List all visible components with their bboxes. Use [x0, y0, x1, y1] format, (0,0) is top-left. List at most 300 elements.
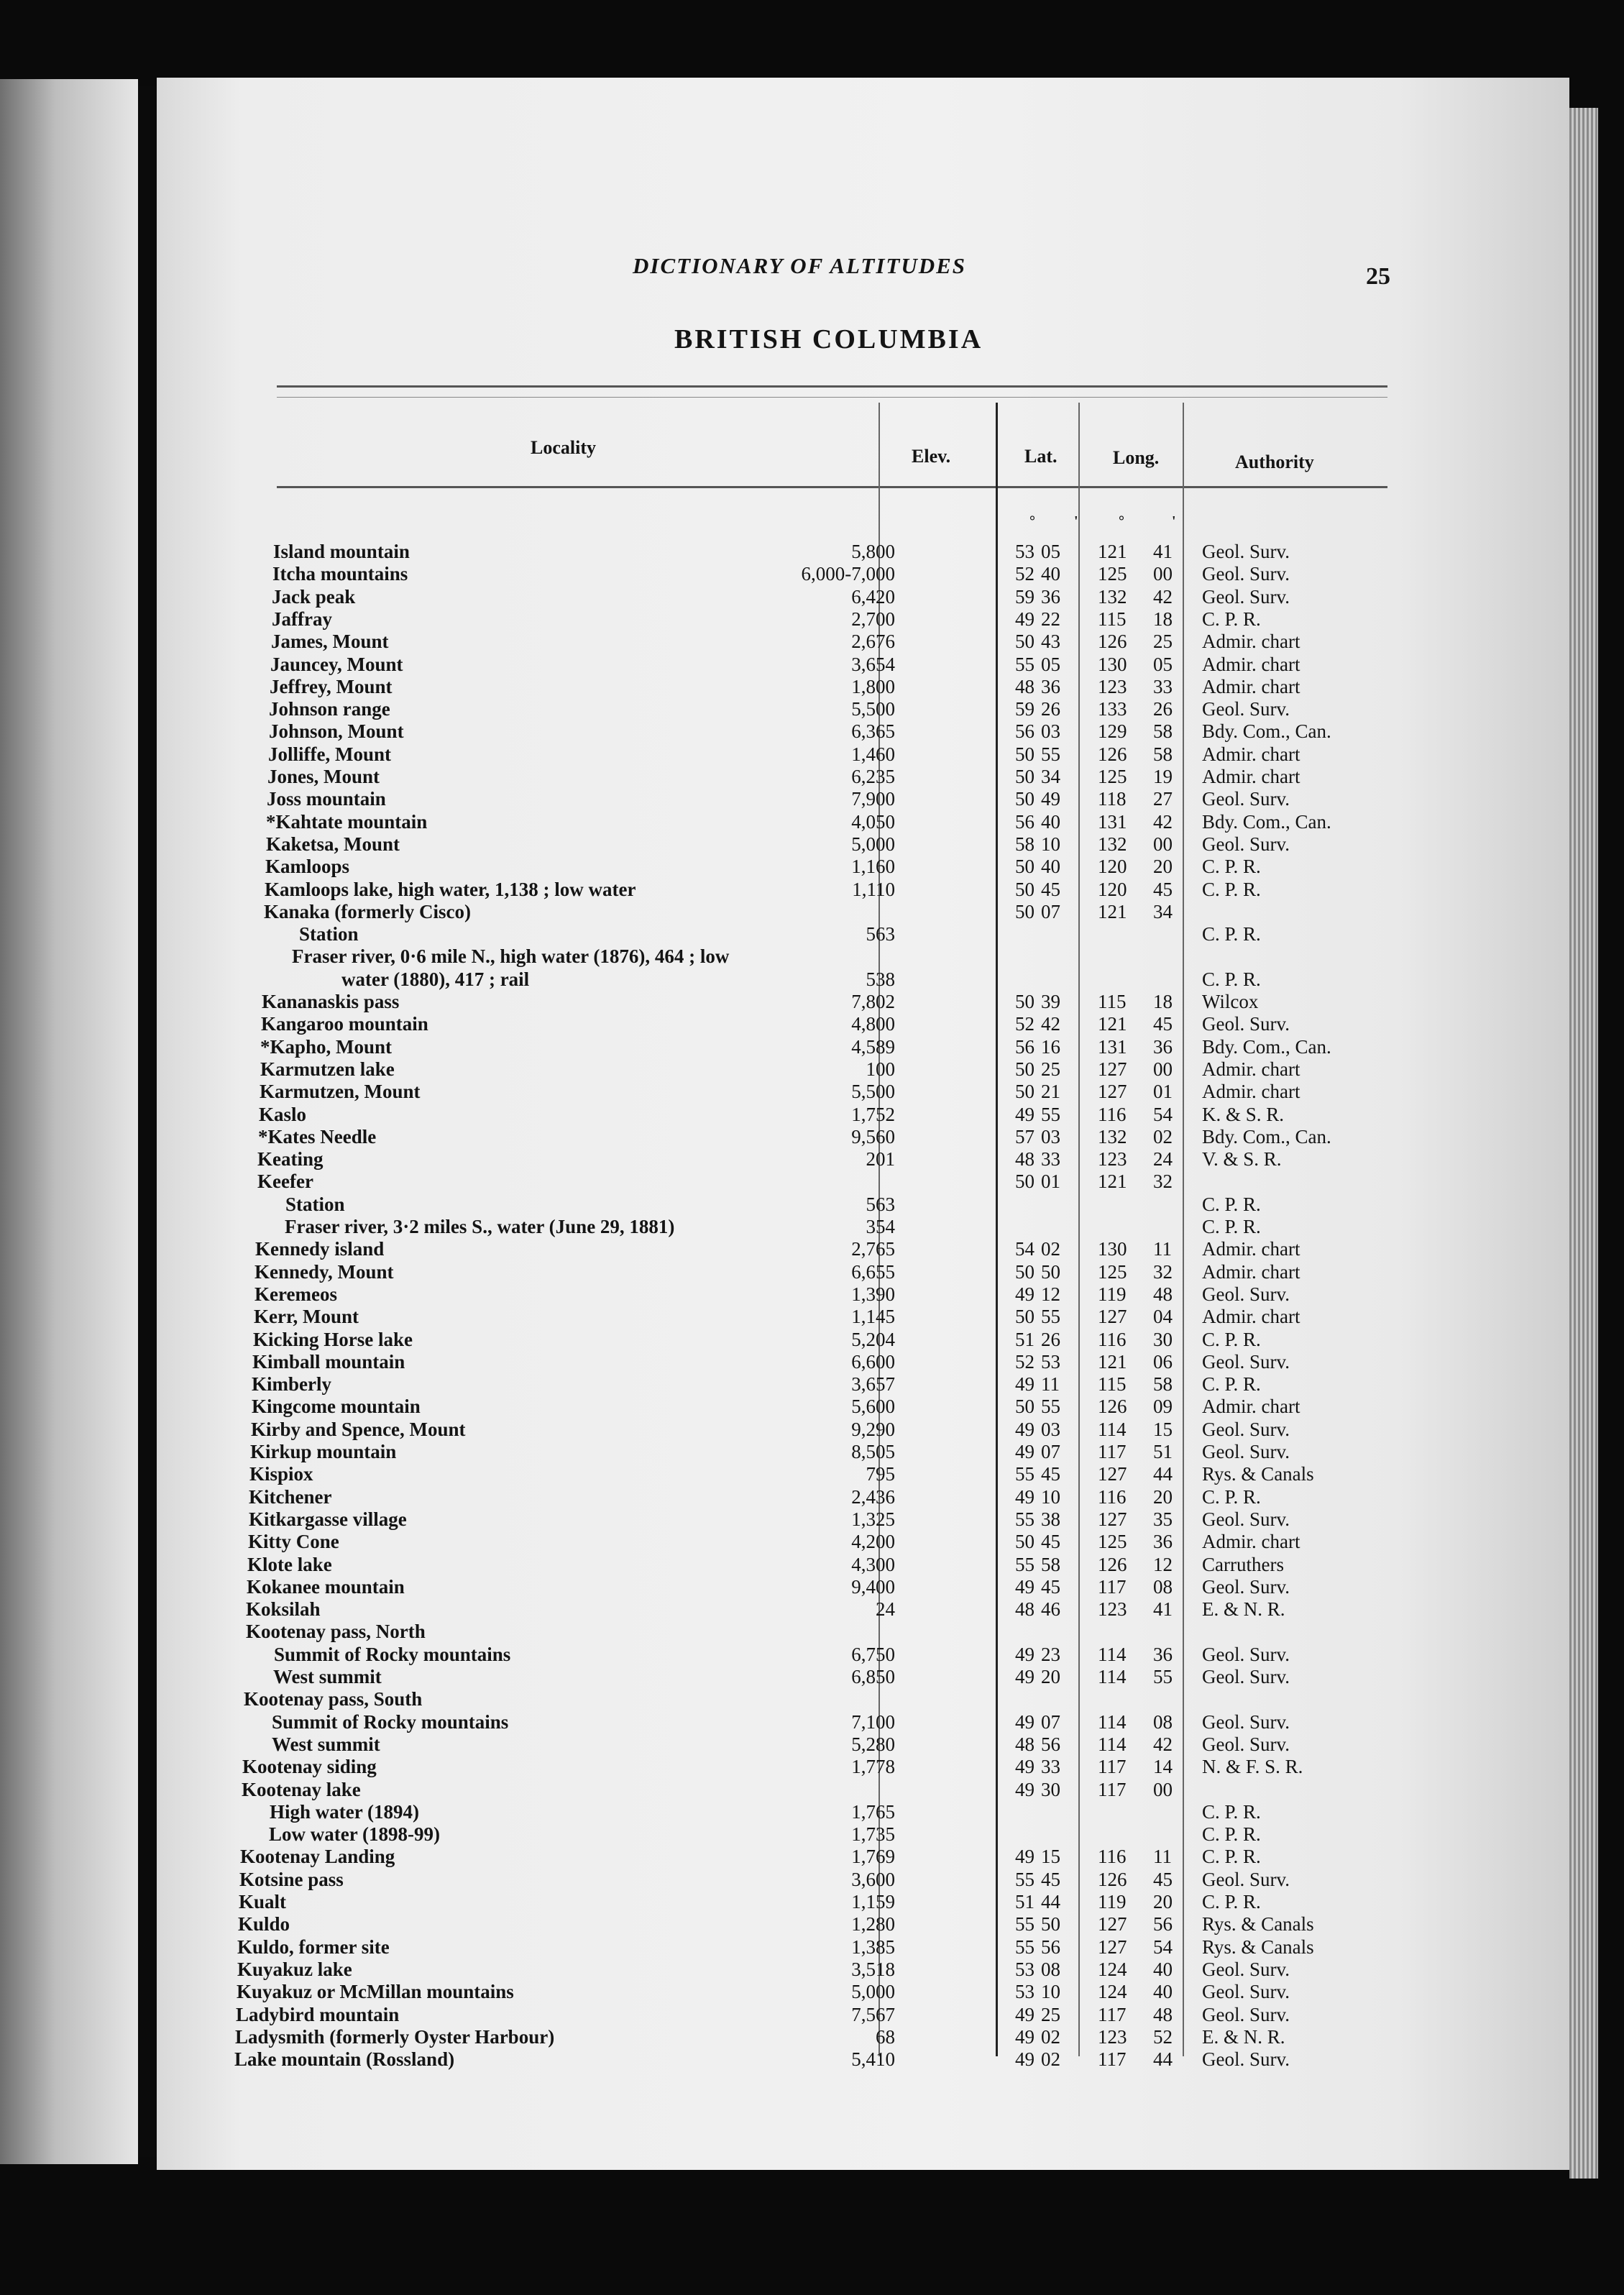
- latitude-degrees-cell: 53: [1015, 1981, 1035, 2003]
- authority-cell: Geol. Surv.: [1202, 788, 1290, 810]
- longitude-minutes-cell: 52: [1153, 2025, 1173, 2048]
- latitude-minutes-cell: 39: [1041, 991, 1060, 1012]
- table-row: [0, 1959, 1624, 1980]
- elevation-cell: 538: [866, 968, 895, 990]
- authority-cell: C. P. R.: [1202, 1485, 1261, 1508]
- locality-cell: West summit: [273, 1666, 382, 1687]
- table-row: [0, 2048, 1624, 2070]
- table-row: [0, 1194, 1624, 1215]
- table-row: [0, 1531, 1624, 1552]
- elevation-cell: 7,900: [851, 788, 895, 810]
- longitude-degrees-cell: 126: [1098, 743, 1127, 765]
- authority-cell: Rys. & Canals: [1202, 1936, 1314, 1958]
- latitude-degrees-cell: 50: [1015, 743, 1035, 765]
- latitude-minutes-cell: 10: [1041, 833, 1060, 855]
- authority-cell: E. & N. R.: [1202, 2025, 1285, 2048]
- latitude-minutes-cell: 50: [1041, 1913, 1060, 1936]
- table-row: [0, 1036, 1624, 1058]
- elevation-cell: 5,500: [851, 1081, 895, 1103]
- latitude-minutes-cell: 11: [1041, 1373, 1060, 1396]
- elevation-cell: 2,436: [851, 1485, 895, 1508]
- latitude-degrees-cell: 50: [1015, 788, 1035, 810]
- authority-cell: Geol. Surv.: [1202, 1418, 1290, 1440]
- longitude-degrees-cell: 121: [1098, 541, 1127, 562]
- longitude-minutes-cell: 58: [1153, 743, 1173, 765]
- table-row: [0, 1148, 1624, 1170]
- elevation-cell: 24: [876, 1598, 895, 1621]
- latitude-degrees-cell: 55: [1015, 1913, 1035, 1936]
- longitude-degrees-cell: 125: [1098, 1531, 1127, 1553]
- table-row: [0, 1981, 1624, 2002]
- longitude-minutes-cell: 09: [1153, 1396, 1173, 1418]
- locality-cell: Jones, Mount: [267, 766, 380, 787]
- elevation-cell: 1,735: [851, 1823, 895, 1846]
- elevation-cell: 1,160: [851, 856, 895, 878]
- locality-cell: Low water (1898-99): [269, 1823, 440, 1846]
- longitude-degrees-cell: 124: [1098, 1958, 1127, 1980]
- authority-cell: Bdy. Com., Can.: [1202, 1125, 1331, 1148]
- table-row: [0, 563, 1624, 585]
- locality-cell: Kokanee mountain: [247, 1575, 405, 1598]
- header-rule: [277, 486, 1387, 488]
- authority-cell: Geol. Surv.: [1202, 1575, 1290, 1598]
- longitude-degrees-cell: 116: [1098, 1328, 1127, 1350]
- longitude-minutes-cell: 01: [1153, 1081, 1173, 1103]
- latitude-degrees-cell: 52: [1015, 1013, 1035, 1035]
- locality-cell: Jolliffe, Mount: [268, 743, 391, 765]
- latitude-degrees-cell: 50: [1015, 856, 1035, 878]
- longitude-degrees-cell: 127: [1098, 1081, 1127, 1103]
- locality-cell: Kitkargasse village: [249, 1508, 407, 1530]
- table-row: [0, 1644, 1624, 1665]
- longitude-degrees-cell: 115: [1098, 1373, 1127, 1396]
- longitude-degrees-cell: 117: [1098, 1756, 1127, 1778]
- table-row: [0, 2004, 1624, 2025]
- table-row: [0, 1936, 1624, 1958]
- latitude-minutes-cell: 40: [1041, 563, 1060, 585]
- longitude-minutes-cell: 14: [1153, 1756, 1173, 1778]
- authority-cell: Geol. Surv.: [1202, 585, 1290, 608]
- latitude-minutes-cell: 45: [1041, 1868, 1060, 1890]
- authority-cell: C. P. R.: [1202, 968, 1261, 990]
- lat-degree-mark: °: [1029, 513, 1035, 529]
- table-row: [0, 1598, 1624, 1620]
- table-row: [0, 1801, 1624, 1823]
- longitude-minutes-cell: 42: [1153, 585, 1173, 608]
- locality-cell: Karmutzen lake: [260, 1058, 395, 1080]
- locality-cell: Kuldo, former site: [237, 1936, 390, 1958]
- longitude-degrees-cell: 125: [1098, 1260, 1127, 1283]
- longitude-minutes-cell: 26: [1153, 698, 1173, 720]
- authority-cell: Geol. Surv.: [1202, 1283, 1290, 1305]
- elevation-cell: 2,676: [851, 631, 895, 653]
- table-row: [0, 1396, 1624, 1417]
- longitude-minutes-cell: 58: [1153, 720, 1173, 743]
- longitude-minutes-cell: 42: [1153, 1733, 1173, 1755]
- elevation-cell: 1,159: [851, 1891, 895, 1912]
- locality-cell: water (1880), 417 ; rail: [341, 968, 530, 990]
- longitude-degrees-cell: 119: [1098, 1891, 1127, 1912]
- locality-cell: Fraser river, 0·6 mile N., high water (1876), 464 ; low: [292, 945, 730, 968]
- elevation-cell: 1,752: [851, 1103, 895, 1125]
- elevation-cell: 1,385: [851, 1936, 895, 1958]
- longitude-degrees-cell: 121: [1098, 1171, 1127, 1193]
- table-row: [0, 1171, 1624, 1192]
- longitude-minutes-cell: 19: [1153, 766, 1173, 787]
- authority-cell: Admir. chart: [1202, 1306, 1300, 1328]
- longitude-minutes-cell: 00: [1153, 1058, 1173, 1080]
- longitude-minutes-cell: 34: [1153, 900, 1173, 922]
- elevation-cell: 6,600: [851, 1350, 895, 1373]
- table-row: [0, 720, 1624, 742]
- authority-cell: Geol. Surv.: [1202, 2048, 1290, 2071]
- longitude-degrees-cell: 117: [1098, 2003, 1127, 2025]
- longitude-degrees-cell: 130: [1098, 653, 1127, 675]
- latitude-degrees-cell: 49: [1015, 608, 1035, 630]
- longitude-degrees-cell: 127: [1098, 1306, 1127, 1328]
- elevation-cell: 5,600: [851, 1396, 895, 1418]
- longitude-degrees-cell: 126: [1098, 1868, 1127, 1890]
- latitude-degrees-cell: 51: [1015, 1891, 1035, 1912]
- authority-cell: C. P. R.: [1202, 608, 1261, 630]
- latitude-degrees-cell: 49: [1015, 1418, 1035, 1440]
- longitude-minutes-cell: 40: [1153, 1958, 1173, 1980]
- latitude-degrees-cell: 49: [1015, 1103, 1035, 1125]
- table-row: [0, 1104, 1624, 1125]
- table-row: [0, 766, 1624, 787]
- locality-cell: High water (1894): [270, 1800, 419, 1823]
- latitude-degrees-cell: 49: [1015, 1666, 1035, 1687]
- longitude-minutes-cell: 32: [1153, 1260, 1173, 1283]
- longitude-minutes-cell: 20: [1153, 856, 1173, 878]
- latitude-degrees-cell: 49: [1015, 1485, 1035, 1508]
- latitude-degrees-cell: 50: [1015, 1531, 1035, 1553]
- locality-cell: Kingcome mountain: [252, 1396, 421, 1418]
- table-row: [0, 1891, 1624, 1912]
- longitude-minutes-cell: 32: [1153, 1171, 1173, 1193]
- latitude-minutes-cell: 49: [1041, 788, 1060, 810]
- longitude-minutes-cell: 11: [1153, 1238, 1172, 1260]
- elevation-cell: 1,778: [851, 1756, 895, 1778]
- locality-cell: *Kates Needle: [258, 1125, 377, 1148]
- column-header-authority: Authority: [1235, 452, 1314, 472]
- latitude-degrees-cell: 48: [1015, 675, 1035, 697]
- latitude-minutes-cell: 03: [1041, 1125, 1060, 1148]
- authority-cell: Geol. Surv.: [1202, 1733, 1290, 1755]
- latitude-degrees-cell: 48: [1015, 1733, 1035, 1755]
- latitude-minutes-cell: 02: [1041, 2025, 1060, 2048]
- authority-cell: Admir. chart: [1202, 1260, 1300, 1283]
- latitude-degrees-cell: 50: [1015, 900, 1035, 922]
- latitude-degrees-cell: 50: [1015, 1081, 1035, 1103]
- column-header-locality: Locality: [531, 437, 596, 458]
- table-row: [0, 743, 1624, 765]
- authority-cell: C. P. R.: [1202, 923, 1261, 945]
- locality-cell: Jeffrey, Mount: [270, 675, 393, 697]
- table-row: [0, 1733, 1624, 1755]
- table-row: [0, 1576, 1624, 1598]
- table-row: [0, 991, 1624, 1012]
- authority-cell: V. & S. R.: [1202, 1148, 1282, 1171]
- table-row: [0, 1419, 1624, 1440]
- latitude-degrees-cell: 50: [1015, 878, 1035, 900]
- longitude-degrees-cell: 123: [1098, 675, 1127, 697]
- elevation-cell: 2,700: [851, 608, 895, 630]
- authority-cell: C. P. R.: [1202, 1193, 1261, 1215]
- table-row: [0, 1779, 1624, 1800]
- table-row: [0, 901, 1624, 922]
- elevation-cell: 9,560: [851, 1125, 895, 1148]
- longitude-minutes-cell: 48: [1153, 2003, 1173, 2025]
- table-row: [0, 1373, 1624, 1395]
- longitude-minutes-cell: 12: [1153, 1553, 1173, 1575]
- elevation-cell: 2,765: [851, 1238, 895, 1260]
- table-row: [0, 1216, 1624, 1237]
- locality-cell: Johnson range: [269, 698, 390, 720]
- table-row: [0, 1666, 1624, 1687]
- elevation-cell: 6,655: [851, 1260, 895, 1283]
- longitude-minutes-cell: 04: [1153, 1306, 1173, 1328]
- latitude-minutes-cell: 02: [1041, 1238, 1060, 1260]
- latitude-degrees-cell: 50: [1015, 1260, 1035, 1283]
- longitude-degrees-cell: 132: [1098, 833, 1127, 855]
- longitude-minutes-cell: 36: [1153, 1531, 1173, 1553]
- authority-cell: N. & F. S. R.: [1202, 1756, 1303, 1778]
- authority-cell: Geol. Surv.: [1202, 1710, 1290, 1733]
- elevation-cell: 1,145: [851, 1306, 895, 1328]
- latitude-degrees-cell: 54: [1015, 1238, 1035, 1260]
- authority-cell: Bdy. Com., Can.: [1202, 1035, 1331, 1058]
- locality-cell: Jack peak: [272, 585, 356, 608]
- locality-cell: Kananaskis pass: [262, 991, 400, 1012]
- table-row: [0, 698, 1624, 720]
- locality-cell: Kootenay lake: [242, 1778, 361, 1800]
- elevation-cell: 3,657: [851, 1373, 895, 1396]
- table-row: [0, 586, 1624, 608]
- longitude-minutes-cell: 48: [1153, 1283, 1173, 1305]
- locality-cell: James, Mount: [271, 631, 389, 653]
- locality-cell: Kootenay siding: [242, 1756, 377, 1778]
- longitude-minutes-cell: 00: [1153, 563, 1173, 585]
- authority-cell: Geol. Surv.: [1202, 563, 1290, 585]
- long-degree-mark: °: [1119, 513, 1124, 529]
- longitude-degrees-cell: 115: [1098, 608, 1127, 630]
- locality-cell: *Kapho, Mount: [260, 1035, 393, 1058]
- latitude-degrees-cell: 50: [1015, 1171, 1035, 1193]
- table-row: [0, 1238, 1624, 1260]
- locality-cell: Kerr, Mount: [254, 1306, 359, 1328]
- longitude-degrees-cell: 132: [1098, 585, 1127, 608]
- latitude-degrees-cell: 50: [1015, 631, 1035, 653]
- locality-cell: Kanaka (formerly Cisco): [264, 900, 471, 922]
- locality-cell: Kaslo: [259, 1103, 307, 1125]
- latitude-degrees-cell: 59: [1015, 698, 1035, 720]
- authority-cell: Admir. chart: [1202, 631, 1300, 653]
- latitude-degrees-cell: 49: [1015, 1575, 1035, 1598]
- latitude-minutes-cell: 16: [1041, 1035, 1060, 1058]
- locality-cell: Kaketsa, Mount: [266, 833, 400, 855]
- longitude-degrees-cell: 117: [1098, 2048, 1127, 2071]
- latitude-minutes-cell: 15: [1041, 1846, 1060, 1868]
- elevation-cell: 4,050: [851, 810, 895, 833]
- locality-cell: Kuyakuz or McMillan mountains: [237, 1981, 514, 2003]
- locality-cell: Kuldo: [238, 1913, 290, 1936]
- longitude-minutes-cell: 11: [1153, 1846, 1172, 1868]
- longitude-degrees-cell: 117: [1098, 1778, 1127, 1800]
- longitude-degrees-cell: 118: [1098, 788, 1127, 810]
- latitude-minutes-cell: 07: [1041, 1441, 1060, 1462]
- longitude-minutes-cell: 30: [1153, 1328, 1173, 1350]
- latitude-minutes-cell: 56: [1041, 1733, 1060, 1755]
- longitude-degrees-cell: 126: [1098, 631, 1127, 653]
- authority-cell: Rys. & Canals: [1202, 1463, 1314, 1485]
- latitude-minutes-cell: 55: [1041, 1103, 1060, 1125]
- table-row: [0, 1463, 1624, 1485]
- locality-cell: Ladysmith (formerly Oyster Harbour): [235, 2025, 555, 2048]
- latitude-minutes-cell: 44: [1041, 1891, 1060, 1912]
- longitude-degrees-cell: 127: [1098, 1058, 1127, 1080]
- latitude-degrees-cell: 52: [1015, 1350, 1035, 1373]
- latitude-minutes-cell: 23: [1041, 1643, 1060, 1665]
- table-row: [0, 1823, 1624, 1845]
- latitude-degrees-cell: 49: [1015, 2003, 1035, 2025]
- table-row: [0, 788, 1624, 810]
- longitude-degrees-cell: 133: [1098, 698, 1127, 720]
- latitude-degrees-cell: 55: [1015, 1553, 1035, 1575]
- table-row: [0, 1621, 1624, 1642]
- latitude-degrees-cell: 58: [1015, 833, 1035, 855]
- authority-cell: Geol. Surv.: [1202, 1508, 1290, 1530]
- elevation-cell: 5,000: [851, 1981, 895, 2003]
- locality-cell: Keremeos: [254, 1283, 337, 1305]
- page-number: 25: [1366, 263, 1390, 290]
- latitude-degrees-cell: 55: [1015, 1936, 1035, 1958]
- latitude-minutes-cell: 40: [1041, 810, 1060, 833]
- latitude-minutes-cell: 10: [1041, 1485, 1060, 1508]
- locality-cell: Kicking Horse lake: [253, 1328, 413, 1350]
- table-row: [0, 879, 1624, 900]
- table-row: [0, 1688, 1624, 1710]
- locality-cell: Kualt: [239, 1891, 287, 1912]
- latitude-degrees-cell: 48: [1015, 1598, 1035, 1621]
- latitude-minutes-cell: 05: [1041, 541, 1060, 562]
- latitude-minutes-cell: 05: [1041, 653, 1060, 675]
- locality-cell: Jaffray: [272, 608, 332, 630]
- longitude-minutes-cell: 18: [1153, 991, 1173, 1012]
- latitude-degrees-cell: 50: [1015, 1396, 1035, 1418]
- authority-cell: E. & N. R.: [1202, 1598, 1285, 1621]
- longitude-minutes-cell: 00: [1153, 833, 1173, 855]
- longitude-degrees-cell: 121: [1098, 1013, 1127, 1035]
- locality-cell: West summit: [272, 1733, 380, 1755]
- latitude-minutes-cell: 55: [1041, 743, 1060, 765]
- elevation-cell: 1,280: [851, 1913, 895, 1936]
- elevation-cell: 9,400: [851, 1575, 895, 1598]
- authority-cell: Geol. Surv.: [1202, 1013, 1290, 1035]
- authority-cell: Admir. chart: [1202, 653, 1300, 675]
- latitude-minutes-cell: 34: [1041, 766, 1060, 787]
- locality-cell: Kamloops lake, high water, 1,138 ; low water: [265, 878, 636, 900]
- longitude-degrees-cell: 129: [1098, 720, 1127, 743]
- latitude-degrees-cell: 50: [1015, 991, 1035, 1012]
- table-row: [0, 833, 1624, 855]
- authority-cell: C. P. R.: [1202, 1328, 1261, 1350]
- locality-cell: Kimball mountain: [252, 1350, 405, 1373]
- latitude-degrees-cell: 56: [1015, 1035, 1035, 1058]
- authority-cell: C. P. R.: [1202, 1800, 1261, 1823]
- column-header-lat: Lat.: [1024, 446, 1058, 467]
- longitude-minutes-cell: 24: [1153, 1148, 1173, 1171]
- elevation-cell: 5,800: [851, 541, 895, 562]
- section-title: BRITISH COLUMBIA: [674, 324, 983, 354]
- elevation-cell: 8,505: [851, 1441, 895, 1462]
- latitude-minutes-cell: 20: [1041, 1666, 1060, 1687]
- longitude-minutes-cell: 41: [1153, 1598, 1173, 1621]
- longitude-degrees-cell: 116: [1098, 1846, 1127, 1868]
- latitude-minutes-cell: 45: [1041, 878, 1060, 900]
- latitude-minutes-cell: 01: [1041, 1171, 1060, 1193]
- locality-cell: Kennedy island: [255, 1238, 385, 1260]
- longitude-degrees-cell: 130: [1098, 1238, 1127, 1260]
- authority-cell: Geol. Surv.: [1202, 1981, 1290, 2003]
- table-row: [0, 945, 1624, 967]
- latitude-minutes-cell: 03: [1041, 1418, 1060, 1440]
- locality-cell: Kootenay pass, South: [244, 1688, 423, 1710]
- latitude-degrees-cell: 49: [1015, 1846, 1035, 1868]
- longitude-degrees-cell: 115: [1098, 991, 1127, 1012]
- longitude-minutes-cell: 27: [1153, 788, 1173, 810]
- latitude-minutes-cell: 50: [1041, 1260, 1060, 1283]
- latitude-minutes-cell: 33: [1041, 1148, 1060, 1171]
- latitude-minutes-cell: 38: [1041, 1508, 1060, 1530]
- authority-cell: C. P. R.: [1202, 878, 1261, 900]
- latitude-minutes-cell: 12: [1041, 1283, 1060, 1305]
- elevation-cell: 1,390: [851, 1283, 895, 1305]
- table-row: [0, 968, 1624, 990]
- locality-cell: Fraser river, 3·2 miles S., water (June 29, 1881): [285, 1216, 675, 1237]
- elevation-cell: 5,280: [851, 1733, 895, 1755]
- authority-cell: C. P. R.: [1202, 1823, 1261, 1846]
- locality-cell: Kotsine pass: [239, 1868, 344, 1890]
- longitude-minutes-cell: 40: [1153, 1981, 1173, 2003]
- table-row: [0, 1351, 1624, 1373]
- longitude-minutes-cell: 20: [1153, 1485, 1173, 1508]
- longitude-minutes-cell: 45: [1153, 878, 1173, 900]
- elevation-cell: 3,600: [851, 1868, 895, 1890]
- authority-cell: Admir. chart: [1202, 743, 1300, 765]
- elevation-cell: 3,518: [851, 1958, 895, 1980]
- longitude-minutes-cell: 25: [1153, 631, 1173, 653]
- latitude-minutes-cell: 43: [1041, 631, 1060, 653]
- longitude-degrees-cell: 127: [1098, 1913, 1127, 1936]
- table-row: [0, 1846, 1624, 1867]
- latitude-minutes-cell: 53: [1041, 1350, 1060, 1373]
- locality-cell: Keefer: [257, 1171, 313, 1193]
- longitude-degrees-cell: 114: [1098, 1418, 1127, 1440]
- elevation-cell: 7,100: [851, 1710, 895, 1733]
- locality-cell: Island mountain: [273, 541, 410, 562]
- authority-cell: Geol. Surv.: [1202, 833, 1290, 855]
- longitude-degrees-cell: 127: [1098, 1463, 1127, 1485]
- latitude-minutes-cell: 07: [1041, 900, 1060, 922]
- latitude-degrees-cell: 56: [1015, 810, 1035, 833]
- latitude-degrees-cell: 49: [1015, 1778, 1035, 1800]
- elevation-cell: 5,204: [851, 1328, 895, 1350]
- longitude-degrees-cell: 114: [1098, 1710, 1127, 1733]
- longitude-degrees-cell: 125: [1098, 766, 1127, 787]
- longitude-degrees-cell: 123: [1098, 2025, 1127, 2048]
- latitude-minutes-cell: 33: [1041, 1756, 1060, 1778]
